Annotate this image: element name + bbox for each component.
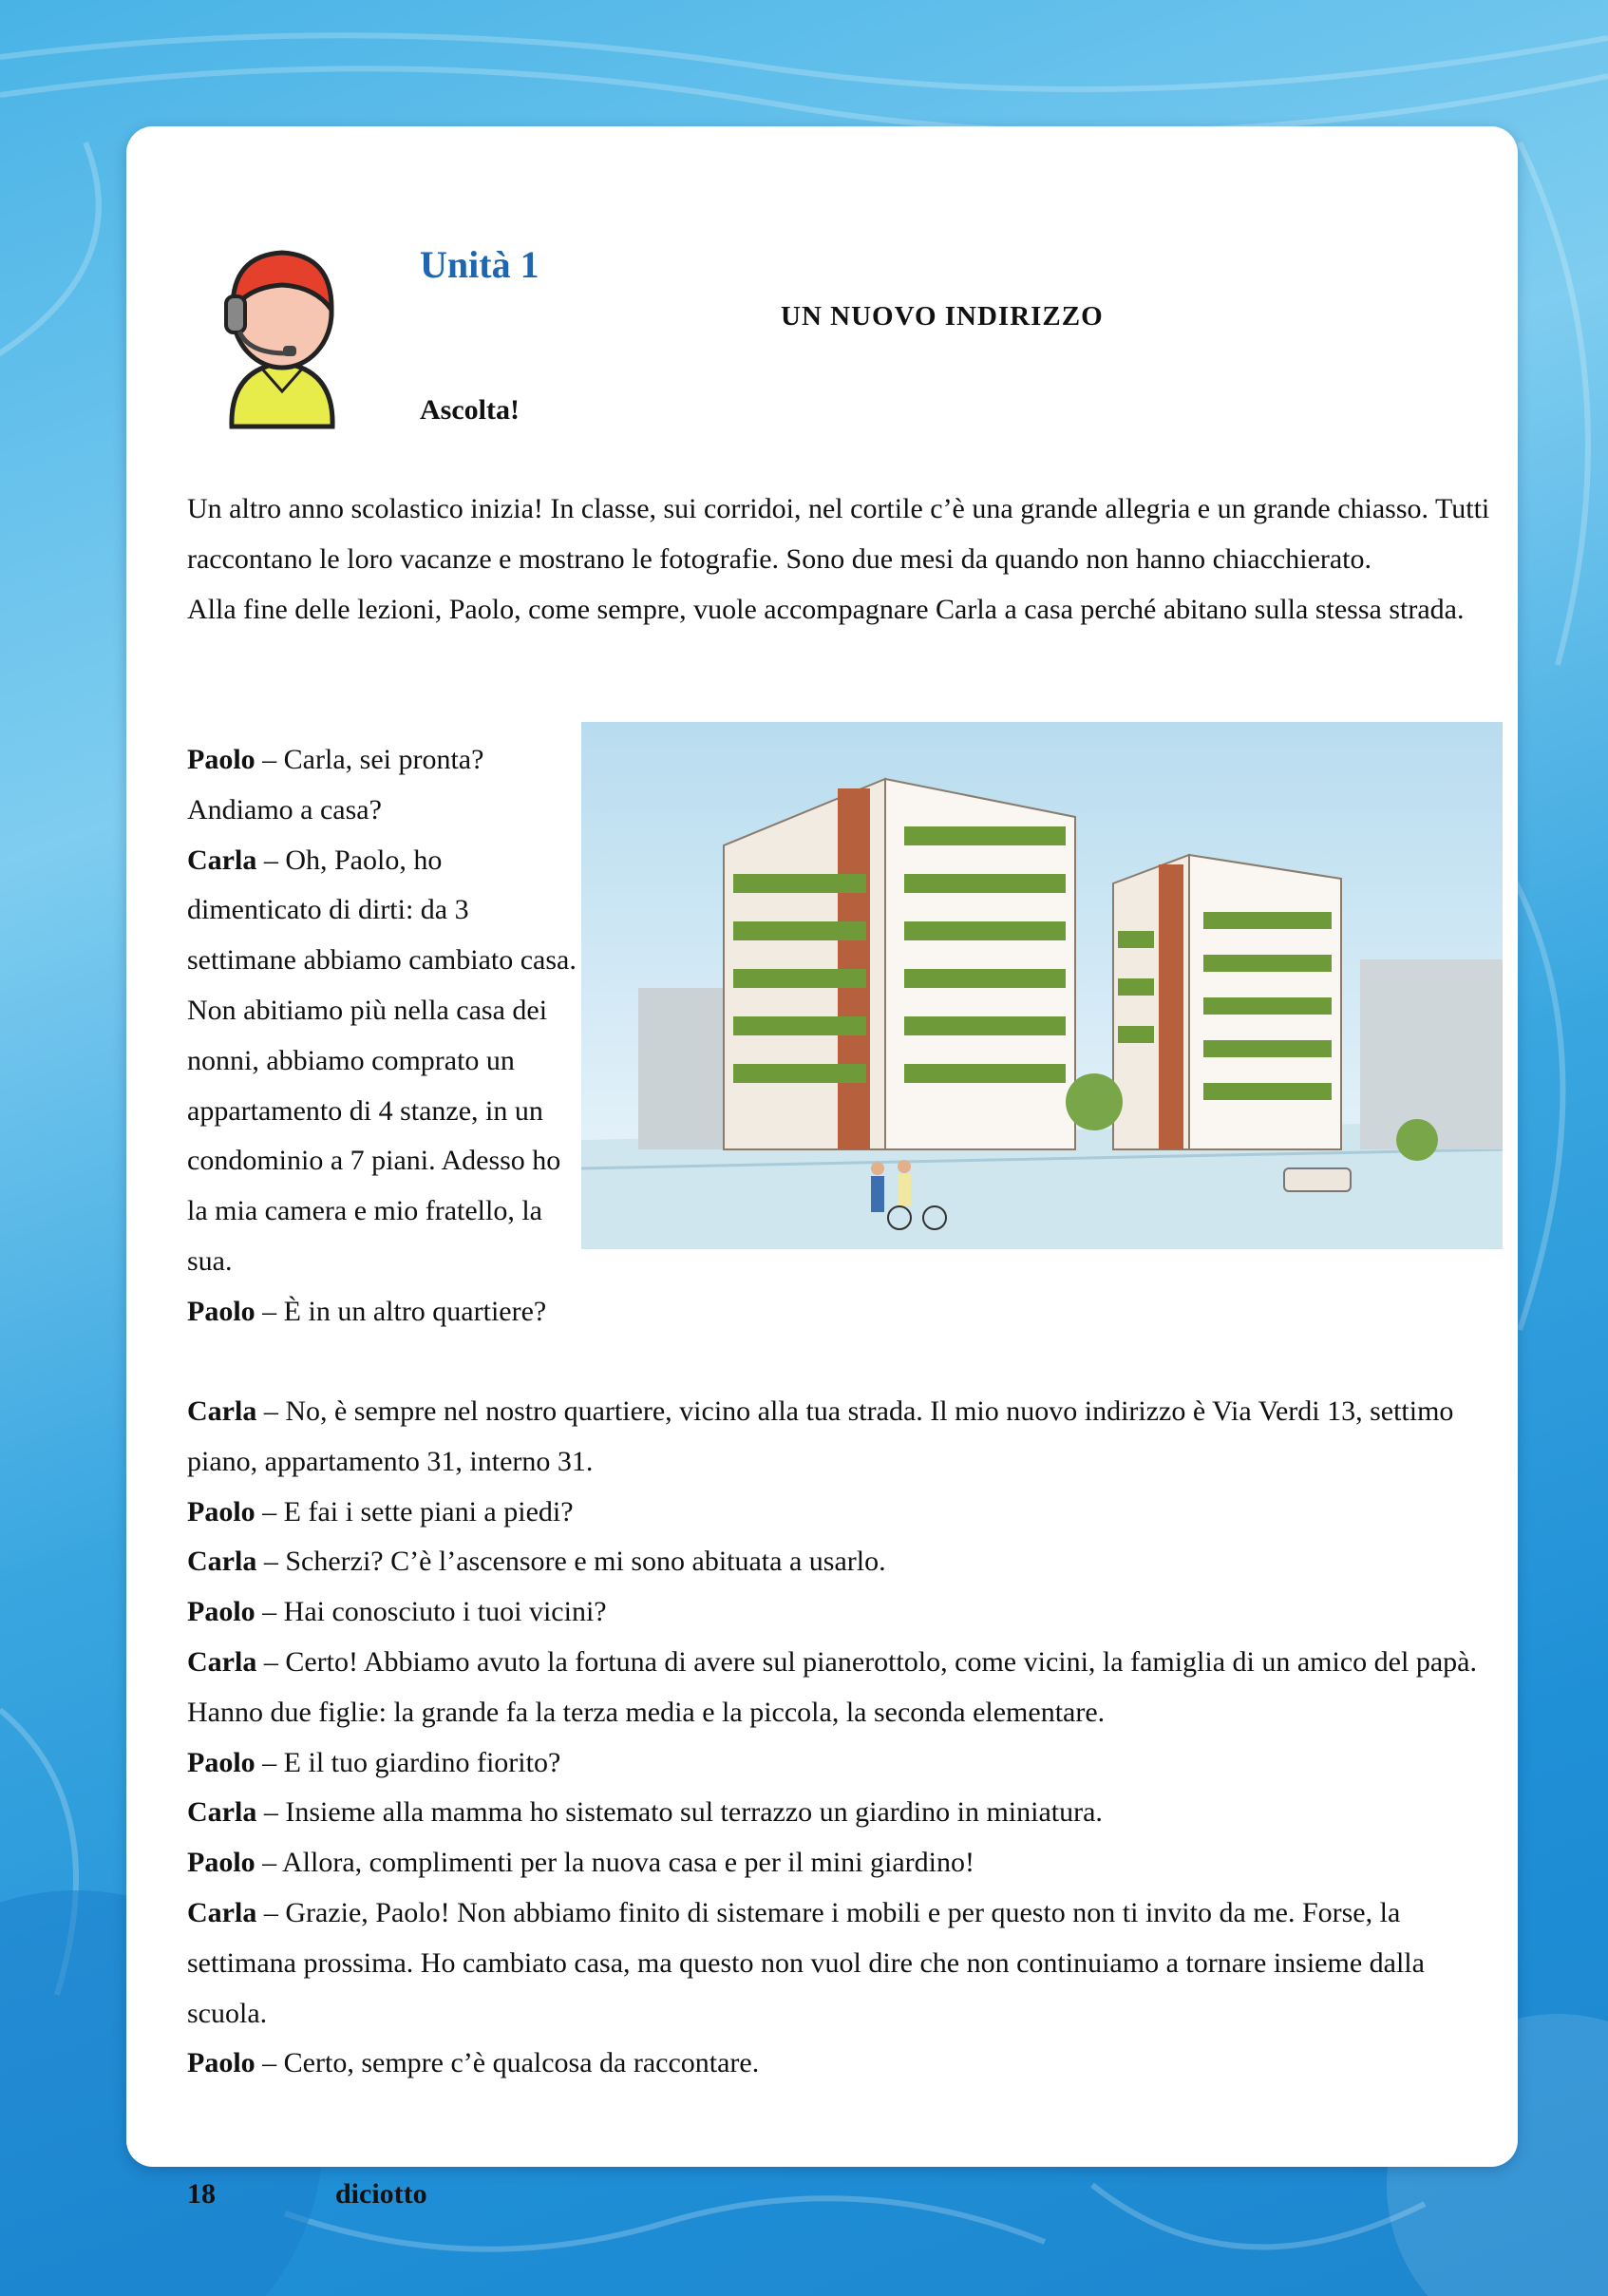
intro-paragraph: Alla fine delle lezioni, Paolo, come sempre, vuole accompagnare Carla a casa perché abitano sulla stessa strada. — [187, 593, 1465, 625]
speaker-name: Carla — [187, 844, 257, 876]
intro-paragraph: Un altro anno scolastico inizia! In classe, sui corridoi, nel cortile c’è una grande allegria e un grande chiasso. Tutti raccontano le loro vacanze e mostrano le fotografie. Sono due mesi da quando non hanno chiacchierato. — [187, 493, 1490, 575]
lesson-title: UN NUOVO INDIRIZZO — [781, 301, 1104, 332]
speaker-name: Paolo — [187, 1847, 255, 1879]
dialogue-text: – Grazie, Paolo! Non abbiamo finito di sistemare i mobili e per questo non ti invito da me. Forse, la settimana prossima. Ho cambiato casa, ma questo non vuol dire che non continuiamo a tornare insieme dalla scuola. — [187, 1896, 1425, 2029]
speaker-name: Paolo — [187, 1495, 255, 1528]
speaker-name: Paolo — [187, 1295, 255, 1327]
dialogue-line — [187, 2039, 1498, 2089]
speaker-name: Paolo — [187, 2047, 255, 2079]
speaker-name: Carla — [187, 1395, 257, 1427]
speaker-name: Paolo — [187, 1746, 255, 1778]
speaker-name: Carla — [187, 1546, 257, 1578]
dialogue-line — [187, 1788, 1498, 1838]
dialogue-text: – Certo, sempre c’è qualcosa da raccontare. — [255, 2047, 760, 2079]
page-number-word: diciotto — [335, 2178, 427, 2210]
unit-title: Unità 1 — [420, 243, 539, 286]
speaker-name: Paolo — [187, 744, 255, 775]
dialogue-wide — [187, 1387, 1498, 2089]
dialogue-text: – No, è sempre nel nostro quartiere, vicino alla tua strada. Il mio nuovo indirizzo è Via Verdi 13, settimo piano, appartamento 31, interno 31. — [187, 1395, 1454, 1477]
speaker-name: Carla — [187, 1645, 257, 1678]
dialogue-text: – Insieme alla mamma ho sistemato sul terrazzo un giardino in miniatura. — [256, 1796, 1103, 1829]
dialogue-line — [187, 1488, 1498, 1538]
dialogue-line — [187, 735, 577, 836]
dialogue-line — [187, 836, 577, 1287]
dialogue-line — [187, 1587, 1498, 1638]
dialogue-text: – E fai i sette piani a piedi? — [255, 1495, 574, 1528]
dialogue-line — [187, 1838, 1498, 1888]
dialogue-text: – E il tuo giardino fiorito? — [255, 1746, 561, 1778]
dialogue-text: – Carla, sei pronta? Andiamo a casa? — [187, 744, 484, 825]
speaker-name: Carla — [187, 1796, 257, 1829]
page-number: 18 — [187, 2178, 216, 2210]
headset-student-icon — [220, 241, 344, 436]
dialogue-line — [187, 1888, 1498, 2039]
dialogue-text: – Scherzi? C’è l’ascensore e mi sono abituata a usarlo. — [256, 1546, 886, 1578]
dialogue-text: – Certo! Abbiamo avuto la fortuna di avere sul pianerottolo, come vicini, la famiglia di un amico del papà. Hanno due figlie: la grande fa la terza media e la piccola, la seconda elementare. — [187, 1645, 1477, 1728]
apartment-building-illustration — [581, 722, 1503, 1249]
dialogue-narrow — [187, 735, 577, 1338]
dialogue-line — [187, 1537, 1498, 1587]
dialogue-text: – Hai conosciuto i tuoi vicini? — [255, 1596, 607, 1628]
intro-text — [187, 484, 1498, 635]
dialogue-text: – Oh, Paolo, ho dimenticato di dirti: da 3 settimane abbiamo cambiato casa. Non abitiamo più nella casa dei nonni, abbiamo comprato un appartamento di 4 stanze, in un condominio a 7 piani. Adesso ho la mia camera e mio fratello, la sua. — [187, 844, 577, 1277]
dialogue-text: – Allora, complimenti per la nuova casa e per il mini giardino! — [255, 1847, 974, 1879]
speaker-name: Paolo — [187, 1596, 255, 1628]
dialogue-line — [187, 1638, 1498, 1738]
dialogue-line — [187, 1738, 1498, 1789]
dialogue-line — [187, 1387, 1498, 1488]
dialogue-line — [187, 1287, 577, 1338]
listen-instruction: Ascolta! — [420, 394, 520, 426]
dialogue-text: – È in un altro quartiere? — [255, 1295, 547, 1327]
speaker-name: Carla — [187, 1896, 257, 1928]
